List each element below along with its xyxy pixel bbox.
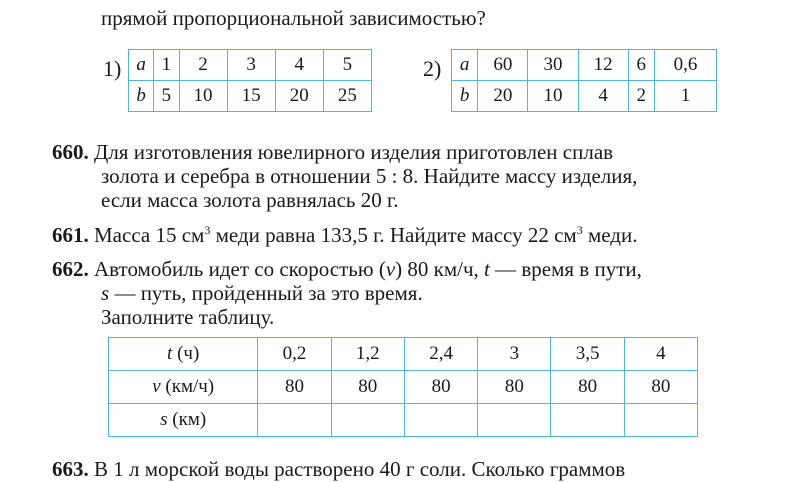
table-cell (404, 404, 477, 437)
var-t: t (167, 342, 173, 364)
table-cell: 0,6 (654, 50, 716, 81)
table-cell: 0,2 (258, 338, 331, 371)
table-row-header (109, 404, 258, 437)
table-cell (258, 404, 331, 437)
problem-number: 663. (52, 457, 89, 481)
proportion-table-2 (451, 49, 717, 112)
var-t: t (484, 257, 490, 281)
table-cell: 25 (323, 81, 371, 112)
table-row (109, 371, 698, 404)
prev-question-text: прямой пропорциональной зависимостью? (101, 6, 486, 30)
superscript: 3 (204, 223, 211, 237)
table-cell: 80 (551, 371, 624, 404)
table-2-label: 2) (423, 56, 442, 81)
table-cell: 80 (331, 371, 404, 404)
unit-label: (км) (167, 408, 207, 430)
table-row (452, 50, 717, 81)
table-row (109, 404, 698, 437)
table-cell: 3,5 (551, 338, 624, 371)
table-cell: 80 (258, 371, 331, 404)
table-cell: 1 (654, 81, 716, 112)
table-cell (331, 404, 404, 437)
problem-text: меди равна 133,5 г. Найдите массу 22 см (210, 223, 577, 247)
table-cell: 20 (275, 81, 323, 112)
table-cell: 80 (404, 371, 477, 404)
motion-table (108, 337, 698, 437)
table-cell: 3 (227, 50, 275, 81)
problem-number: 660. (52, 140, 89, 164)
table-cell: a (452, 50, 478, 81)
table-row (129, 50, 372, 81)
table-row-header (109, 371, 258, 404)
table-row (129, 81, 372, 112)
table-cell: b (129, 81, 154, 112)
table-cell (478, 404, 551, 437)
table-cell: 4 (578, 81, 628, 112)
var-v: v (152, 375, 161, 397)
table-cell: 15 (227, 81, 275, 112)
problem-text-line: если масса золота равнялась 20 г. (101, 188, 399, 212)
table-cell: a (129, 50, 154, 81)
problem-text: — время в пути, (489, 257, 642, 281)
unit-label: (км/ч) (160, 375, 215, 397)
table-cell: 1 (154, 50, 179, 81)
var-v: v (385, 257, 396, 281)
table-cell: 4 (624, 338, 697, 371)
table-cell: 80 (624, 371, 697, 404)
proportion-table-1 (128, 49, 372, 112)
table-cell: 3 (478, 338, 551, 371)
table-cell: b (452, 81, 478, 112)
unit-label: (ч) (172, 342, 200, 364)
problem-text-line: золота и серебра в отношении 5 : 8. Найдите массу изделия, (101, 164, 638, 188)
problem-662 (52, 257, 642, 282)
problem-number: 661. (52, 223, 89, 247)
table-row (452, 81, 717, 112)
table-cell: 1,2 (331, 338, 404, 371)
table-1-label: 1) (103, 56, 122, 81)
table-cell: 2 (179, 50, 227, 81)
table-cell: 80 (478, 371, 551, 404)
superscript: 3 (576, 223, 583, 237)
problem-text-line: Заполните таблицу. (101, 305, 275, 329)
table-cell: 2 (628, 81, 654, 112)
problem-text: Автомобиль идет со скоростью ( (94, 257, 386, 281)
table-cell: 4 (275, 50, 323, 81)
table-cell: 20 (478, 81, 528, 112)
table-cell: 60 (478, 50, 528, 81)
problem-663 (52, 457, 625, 482)
table-cell: 10 (179, 81, 227, 112)
problem-text: В 1 л морской воды растворено 40 г соли. Сколько граммов (94, 457, 626, 481)
problem-number: 662. (52, 257, 89, 281)
problem-text: Масса 15 см (94, 223, 205, 247)
problem-text-line (101, 281, 423, 306)
problem-text: меди. (582, 223, 638, 247)
problem-660 (52, 140, 613, 165)
table-cell: 10 (528, 81, 578, 112)
problem-text-line: Для изготовления ювелирного изделия приготовлен сплав (94, 140, 614, 164)
var-s: s (101, 281, 110, 305)
table-row-header (109, 338, 258, 371)
table-cell: 12 (578, 50, 628, 81)
table-cell: 5 (154, 81, 179, 112)
problem-text: ) 80 км/ч, (395, 257, 485, 281)
var-s: s (160, 408, 168, 430)
table-cell: 6 (628, 50, 654, 81)
table-cell (624, 404, 697, 437)
table-cell: 30 (528, 50, 578, 81)
table-cell: 5 (323, 50, 371, 81)
problem-661 (52, 223, 637, 248)
table-cell (551, 404, 624, 437)
table-cell: 2,4 (404, 338, 477, 371)
problem-text: — путь, пройденный за это время. (109, 281, 423, 305)
table-row (109, 338, 698, 371)
